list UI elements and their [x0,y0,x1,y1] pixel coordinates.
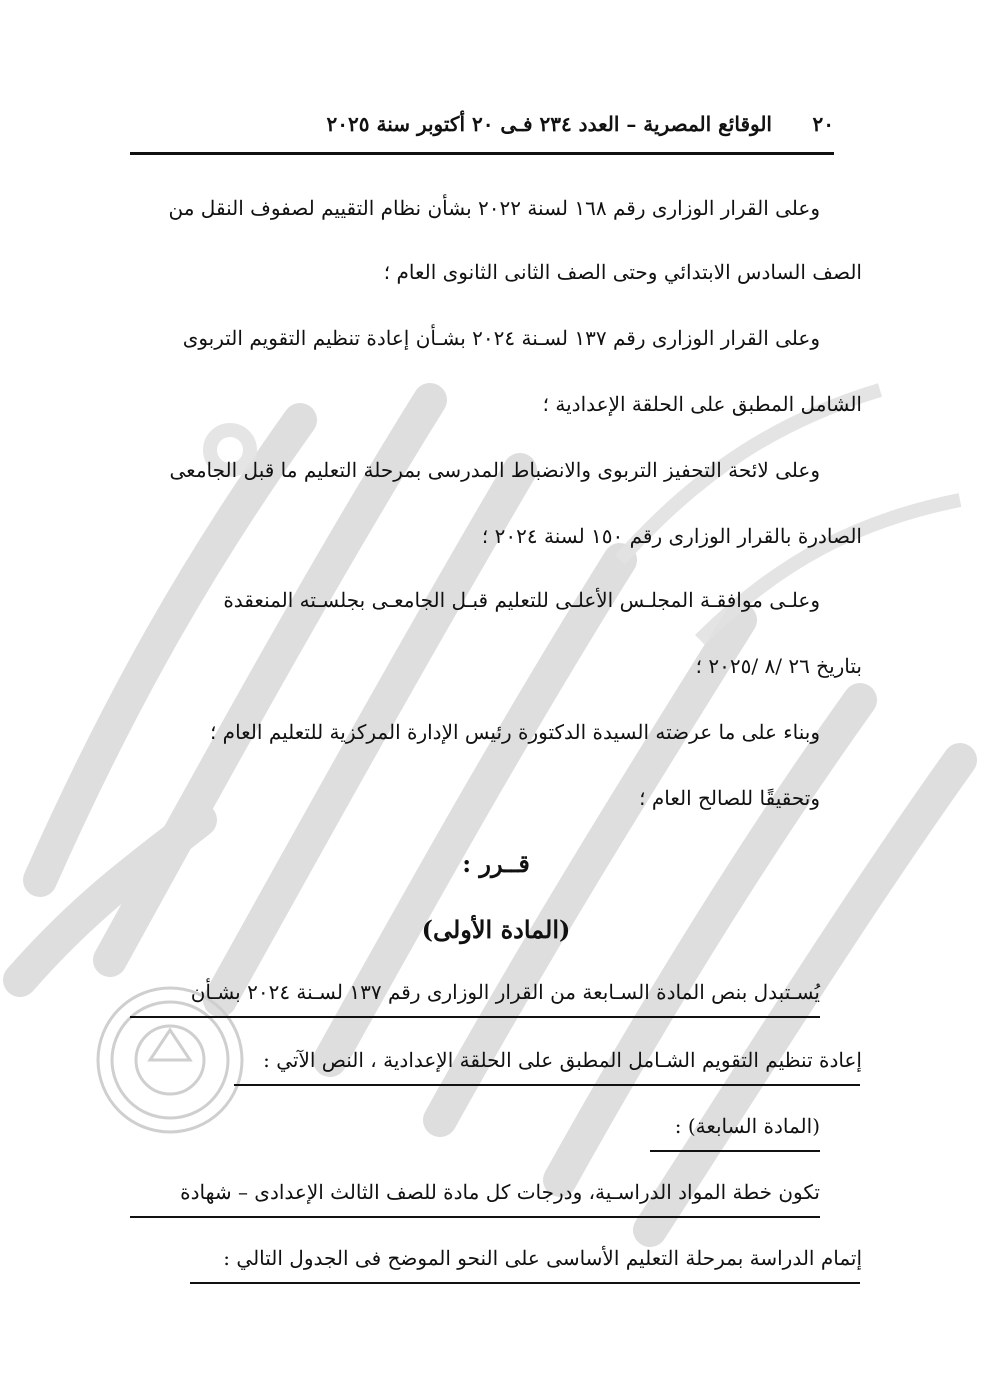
article-line: (المادة السابعة) : [674,1114,820,1138]
preamble-line: وعلى القرار الوزارى رقم ١٣٧ لسـنة ٢٠٢٤ بشـأن إعادة تنظيم التقويم التربوى [182,326,820,350]
preamble-line: الصف السادس الابتدائي وحتى الصف الثانى الثانوى العام ؛ [383,260,862,284]
article-line: يُسـتبدل بنص المادة السـابعة من القرار الوزارى رقم ١٣٧ لسـنة ٢٠٢٤ بشـأن [190,980,820,1004]
page-header [130,112,834,144]
underline [234,1084,860,1086]
article-title: (المادة الأولى) [421,915,571,944]
preamble-line: وعلى القرار الوزارى رقم ١٦٨ لسنة ٢٠٢٢ بشأن نظام التقييم لصفوف النقل من [168,196,820,220]
preamble-line: وعلى لائحة التحفيز التربوى والانضباط المدرسى بمرحلة التعليم ما قبل الجامعى [169,458,820,482]
underline [130,1016,820,1018]
header-rule [130,152,834,155]
underline [190,1282,860,1284]
preamble-line: الصادرة بالقرار الوزارى رقم ١٥٠ لسنة ٢٠٢٤ ؛ [481,524,862,548]
article-line: إعادة تنظيم التقويم الشـامل المطبق على الحلقة الإعدادية ، النص الآتي : [263,1048,862,1072]
underline [650,1150,820,1152]
preamble-line: بتاريخ ٢٦ /٨ /٢٠٢٥ ؛ [695,654,862,678]
article-line: تكون خطة المواد الدراسـية، ودرجات كل مادة للصف الثالث الإعدادى – شهادة [180,1180,820,1204]
preamble-line: وعلـى موافقـة المجلـس الأعلـى للتعليم قبـل الجامعـى بجلسـته المنعقدة [223,588,820,612]
publication-title: الوقائع المصرية – العدد ٢٣٤ فـى ٢٠ أكتوبر سنة ٢٠٢٥ [326,112,772,136]
decision-title: قــرر : [462,849,530,878]
page-number: ٢٠ [812,112,834,136]
underline [130,1216,820,1218]
article-line: إتمام الدراسة بمرحلة التعليم الأساسى على النحو الموضح فى الجدول التالي : [223,1246,862,1270]
preamble-line: الشامل المطبق على الحلقة الإعدادية ؛ [542,392,862,416]
preamble-line: وبناء على ما عرضته السيدة الدكتورة رئيس الإدارة المركزية للتعليم العام ؛ [209,720,820,744]
preamble-line: وتحقيقًا للصالح العام ؛ [639,786,820,810]
